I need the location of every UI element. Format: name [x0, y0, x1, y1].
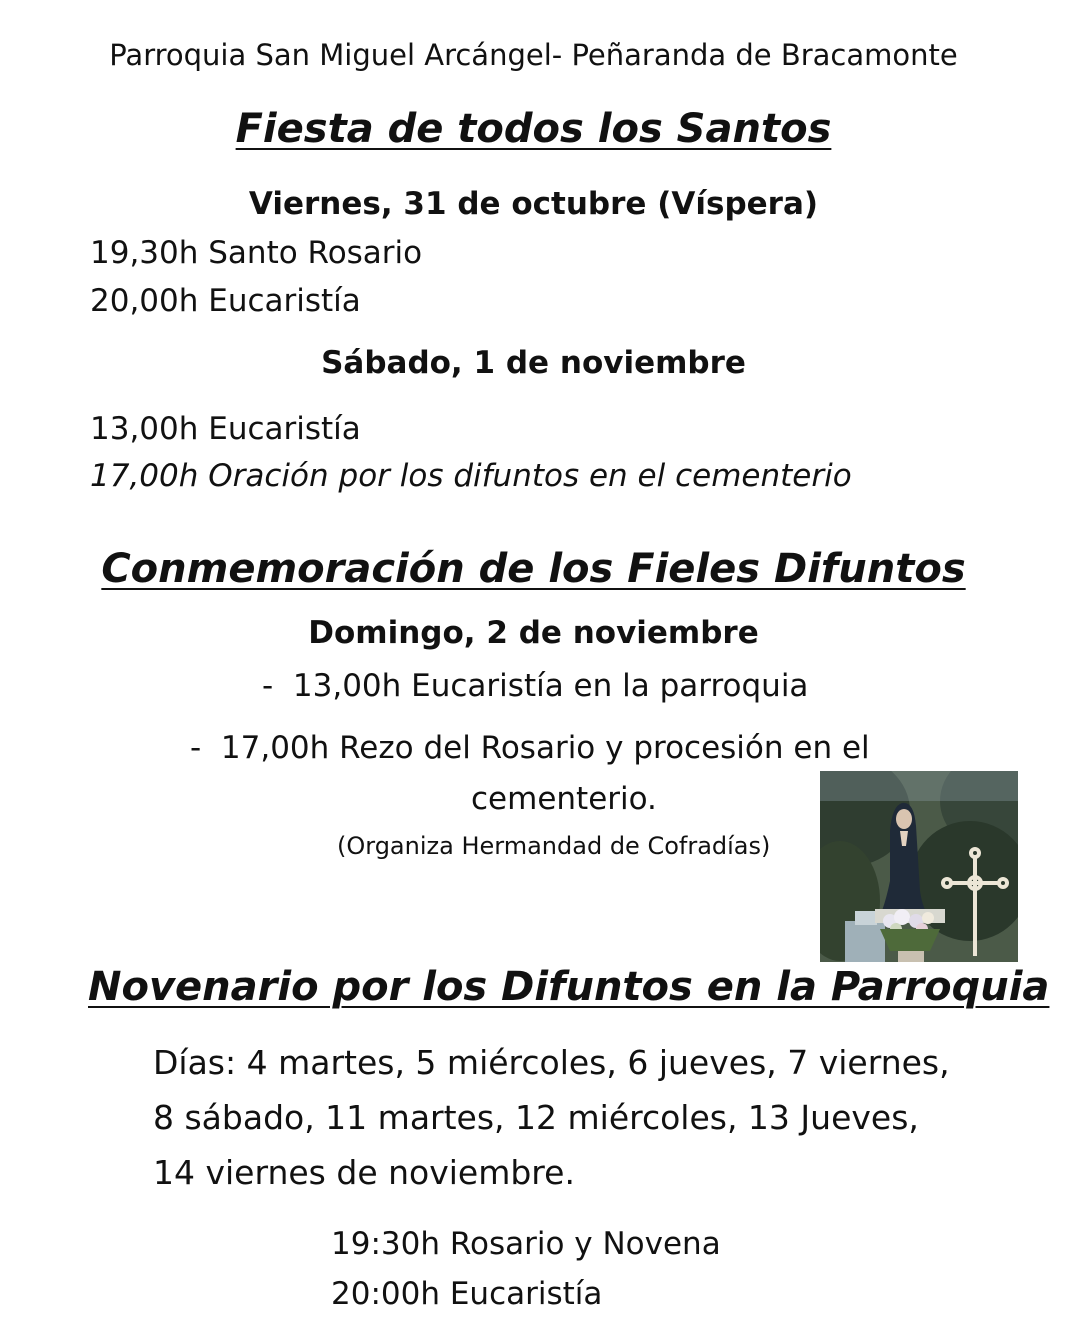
- virgin-statue-photo-icon: [820, 771, 1018, 962]
- conmemoracion-title: Conmemoración de los Fieles Difuntos: [101, 546, 966, 592]
- dash-bullet: -: [262, 668, 274, 704]
- fiesta-title: Fiesta de todos los Santos: [235, 106, 832, 152]
- fiesta-day1-item-2: 20,00h Eucaristía: [90, 283, 361, 319]
- conmemoracion-heading: Domingo, 2 de noviembre: [308, 615, 759, 651]
- fiesta-day1-heading: Viernes, 31 de octubre (Víspera): [248, 186, 819, 222]
- conmemoracion-item-2-cont: cementerio.: [471, 781, 657, 817]
- novenario-days-line-1: Días: 4 martes, 5 miércoles, 6 jueves, 7 viernes,: [153, 1043, 950, 1082]
- conmemoracion-item-2-text: 17,00h Rezo del Rosario y procesión en el: [220, 730, 870, 766]
- conmemoracion-item-1: [262, 668, 808, 704]
- fiesta-day2-heading: Sábado, 1 de noviembre: [321, 345, 746, 381]
- fiesta-day2-item-1: 13,00h Eucaristía: [90, 411, 361, 447]
- conmemoracion-item-2: [190, 730, 870, 766]
- conmemoracion-item-1-text: 13,00h Eucaristía en la parroquia: [292, 668, 809, 704]
- novenario-schedule-1: 19:30h Rosario y Novena: [331, 1226, 721, 1262]
- novenario-days-line-3: 14 viernes de noviembre.: [153, 1153, 575, 1192]
- fiesta-day2-item-2: 17,00h Oración por los difuntos en el cementerio: [90, 458, 852, 494]
- conmemoracion-note: (Organiza Hermandad de Cofradías): [337, 832, 771, 860]
- fiesta-day1-item-1: 19,30h Santo Rosario: [90, 235, 423, 271]
- novenario-title: Novenario por los Difuntos en la Parroquia: [88, 964, 1050, 1010]
- novenario-schedule-2: 20:00h Eucaristía: [331, 1276, 603, 1312]
- dash-bullet: -: [190, 730, 202, 766]
- parish-name: Parroquia San Miguel Arcángel- Peñaranda de Bracamonte: [109, 38, 958, 72]
- novenario-days-line-2: 8 sábado, 11 martes, 12 miércoles, 13 Jueves,: [153, 1098, 919, 1137]
